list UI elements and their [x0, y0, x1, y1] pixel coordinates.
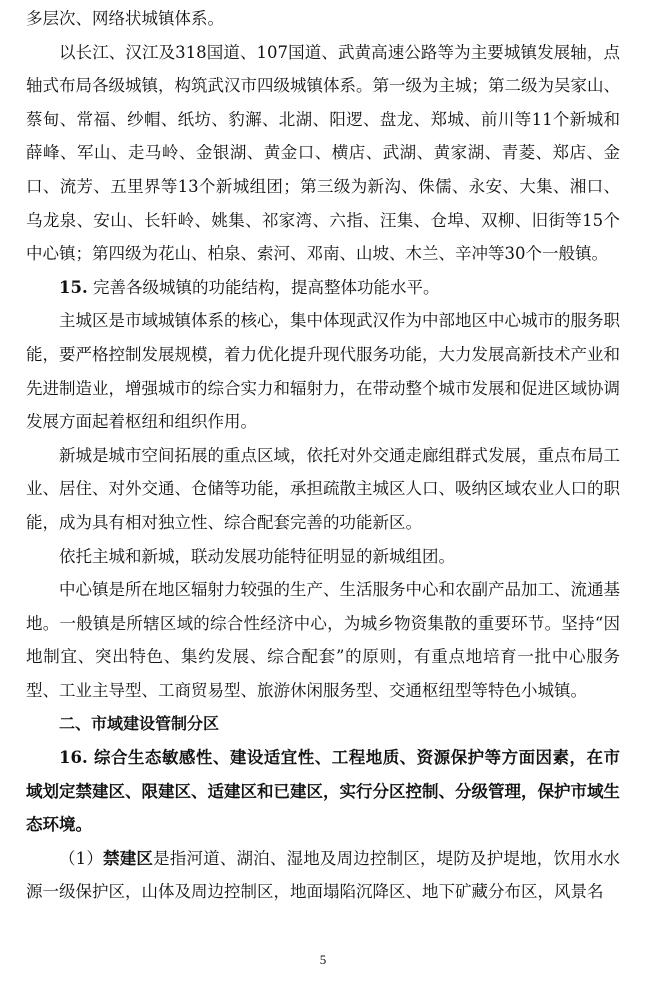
item-1 [26, 842, 620, 909]
section-heading: 二、市域建设管制分区 [59, 714, 220, 734]
paragraph-city-system: 以长江、汉江及318国道、107国道、武黄高速公路等为主要城镇发展轴，点轴式布局各级城镇，构筑武汉市四级城镇体系。第一级为主城；第二级为吴家山、蔡甸、常福、纱帽、纸坊、豹澥、北湖、阳逻、盘龙、郑城、前川等11个新城和薛峰、军山、走马岭、金银湖、黄金口、横店、武湖、黄家湖、青菱、郑店、金口、流芳、五里界等13个新城组团；第三级为新沟、侏儒、永安、大集、湘口、乌龙泉、安山、长轩岭、姚集、祁家湾、六指、汪集、仓埠、双柳、旧街等15个中心镇；第四级为花山、柏泉、索河、邓南、山坡、木兰、辛冲等30个一般镇。 [26, 42, 620, 264]
clause-number: 15. [59, 277, 88, 297]
paragraph-new-city-cluster: 依托主城和新城，联动发展功能特征明显的新城组团。 [59, 546, 455, 566]
clause-number: 16. [59, 748, 88, 768]
clause-15 [26, 271, 620, 305]
clause-16 [26, 741, 620, 842]
paragraph-continuation: 多层次、网络状城镇体系。 [26, 9, 224, 28]
paragraph-new-city: 新城是城市空间拓展的重点区域，依托对外交通走廊组群式发展，重点布局工业、居住、对外交通、仓储等功能，承担疏散主城区人口、吸纳区域农业人口的职能，成为具有相对独立性、综合配套完善的功能新区。 [26, 445, 620, 532]
page-number: 5 [319, 952, 327, 967]
paragraph-main-city: 主城区是市域城镇体系的核心，集中体现武汉作为中部地区中心城市的服务职能，要严格控制发展规模，着力优化提升现代服务功能，大力发展高新技术产业和先进制造业，增强城市的综合实力和辐射力，在带动整个城市发展和促进区域协调发展方面起着枢纽和组织作用。 [26, 311, 620, 432]
document-body [26, 2, 620, 909]
clause-text: 综合生态敏感性、建设适宜性、工程地质、资源保护等方面因素，在市域划定禁建区、限建区、适建区和已建区，实行分区控制、分级管理，保护市域生态环境。 [26, 748, 620, 835]
item-number: （1） [59, 848, 104, 868]
paragraph-central-town: 中心镇是所在地区辐射力较强的生产、生活服务中心和农副产品加工、流通基地。一般镇是所辖区域的综合性经济中心，为城乡物资集散的重要环节。坚持“因地制宜、突出特色、集约发展、综合配套”的原则，有重点地培育一批中心服务型、工业主导型、工商贸易型、旅游休闲服务型、交通枢纽型等特色小城镇。 [26, 580, 620, 700]
item-text: 是指河道、湖泊、湿地及周边控制区，堤防及护堤地，饮用水水源一级保护区，山体及周边控制区，地面塌陷沉降区、地下矿藏分布区，风景名 [26, 848, 621, 902]
clause-text: 完善各级城镇的功能结构，提高整体功能水平。 [92, 277, 440, 297]
item-term: 禁建区 [103, 848, 154, 868]
